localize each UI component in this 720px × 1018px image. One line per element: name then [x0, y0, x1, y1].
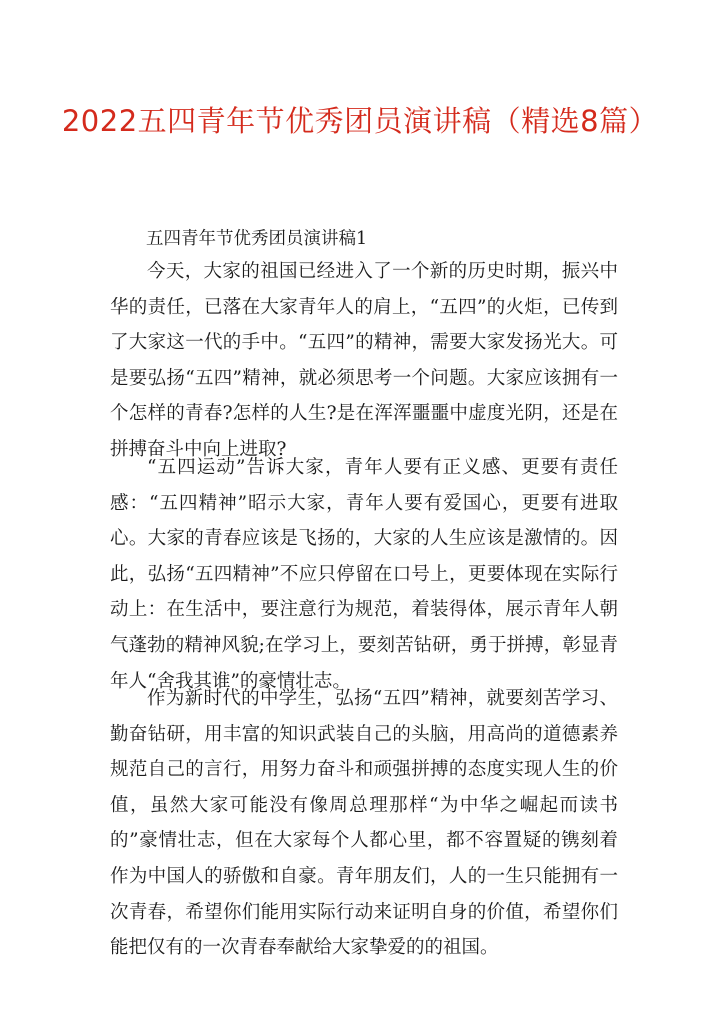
section-heading: 五四青年节优秀团员演讲稿1 — [146, 229, 368, 249]
document-title: 2022五四青年节优秀团员演讲稿（精选8篇） — [61, 104, 659, 138]
paragraph-2: “五四运动”告诉大家，青年人要有正义感、更要有责任感：“五四精神”昭示大家，青年人要有爱国心，更要有进取心。大家的青春应该是飞扬的，大家的人生应该是激情的。因此，弘扬“五四精神”不应只停留在口号上，更要体现在实际行动上：在生活中，要注意行为规范，着装得体，展示青年人朝气蓬勃的精神风貌;在学习上，要刻苦钻研，勇于拼搏，彰显青年人“舍我其谁”的豪情壮志。 — [110, 457, 618, 692]
paragraph-3: 作为新时代的中学生，弘扬“五四”精神，就要刻苦学习、勤奋钻研，用丰富的知识武装自己的头脑，用高尚的道德素养规范自己的言行，用努力奋斗和顽强拼搏的态度实现人生的价值，虽然大家可能没有像周总理那样“为中华之崛起而读书的”豪情壮志，但在大家每个人都心里，都不容置疑的镌刻着作为中国人的骄傲和自豪。青年朋友们，人的一生只能拥有一次青春，希望你们能用实际行动来证明自身的价值，希望你们能把仅有的一次青春奉献给大家挚爱的的祖国。 — [110, 688, 618, 959]
paragraph-1: 今天，大家的祖国已经进入了一个新的历史时期，振兴中华的责任，已落在大家青年人的肩上，“五四”的火炬，已传到了大家这一代的手中。“五四”的精神，需要大家发扬光大。可是要弘扬“五四”精神，就必须思考一个问题。大家应该拥有一个怎样的青春?怎样的人生?是在浑浑噩噩中虚度光阴，还是在拼搏奋斗中向上进取? — [110, 261, 618, 460]
